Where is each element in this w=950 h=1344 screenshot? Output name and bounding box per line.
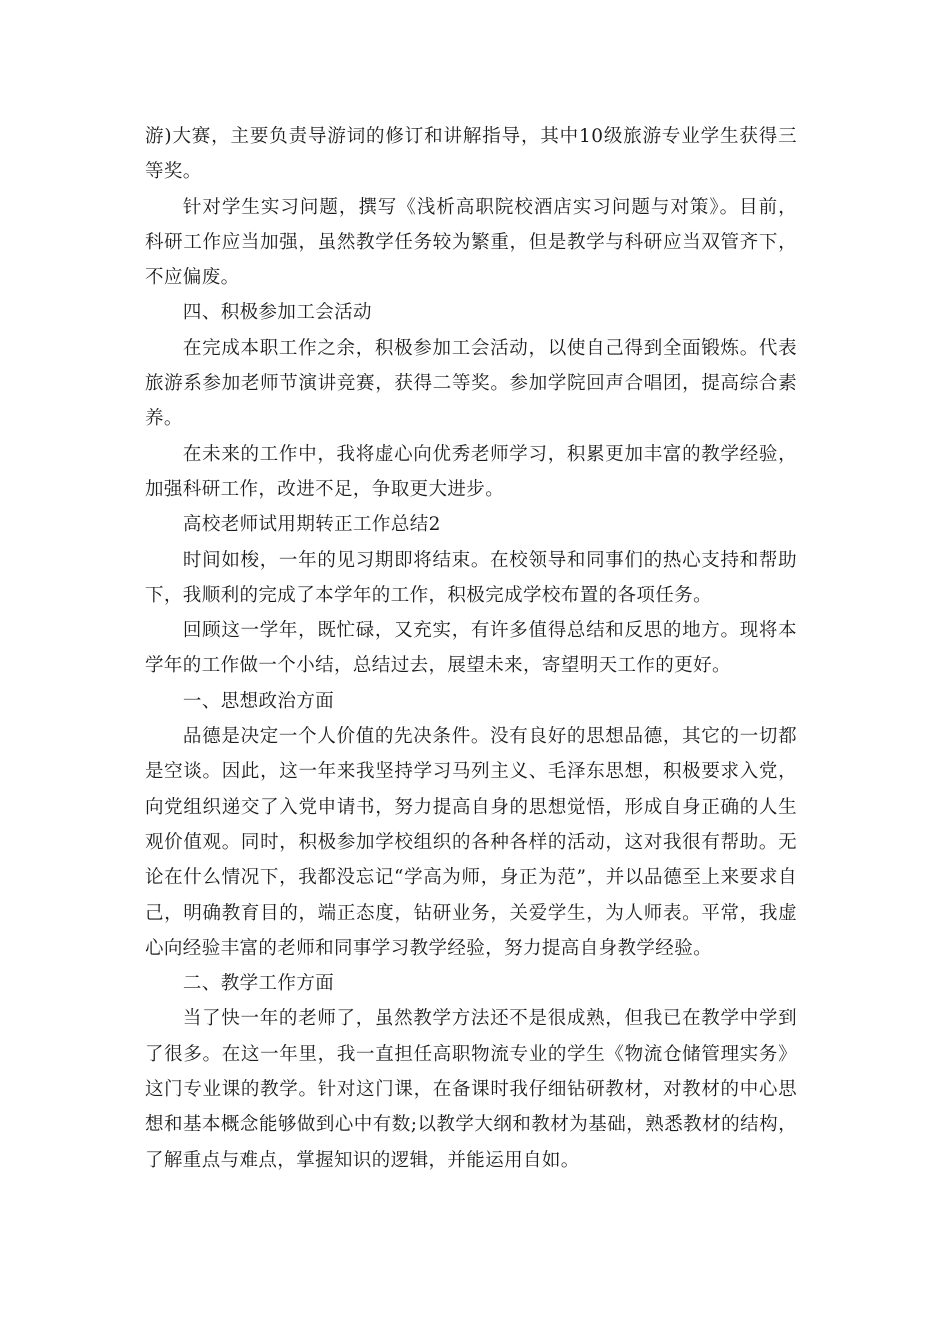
paragraph-intro: 时间如梭，一年的见习期即将结束。在校领导和同事们的热心支持和帮助下，我顺利的完成了本学年的工作，积极完成学校布置的各项任务。 [145,549,797,606]
paragraph-review: 回顾这一学年，既忙碌，又充实，有许多值得总结和反思的地方。现将本学年的工作做一个小结，总结过去，展望未来，寄望明天工作的更好。 [145,620,797,677]
section-heading-union: 四、积极参加工会活动 [182,302,372,324]
paragraph-teaching: 当了快一年的老师了，虽然教学方法还不是很成熟，但我已在教学中学到了很多。在这一年里，我一直担任高职物流专业的学生《物流仓储管理实务》这门专业课的教学。针对这门课，在备课时我仔细钻研教材，对教材的中心思想和基本概念能够做到心中有数;以教学大纲和教材为基础，熟悉教材的结构，了解重点与难点，掌握知识的逻辑，并能运用自如。 [145,1008,797,1171]
paragraph-research: 针对学生实习问题，撰写《浅析高职院校酒店实习问题与对策》。目前，科研工作应当加强，虽然教学任务较为繁重，但是教学与科研应当双管齐下，不应偏废。 [145,196,797,289]
paragraph-politics: 品德是决定一个人价值的先决条件。没有良好的思想品德，其它的一切都是空谈。因此，这一年来我坚持学习马列主义、毛泽东思想，积极要求入党，向党组织递交了入党申请书，努力提高自身的思想觉悟，形成自身正确的人生观价值观。同时，积极参加学校组织的各种各样的活动，这对我很有帮助。无论在什么情况下，我都没忘记“学高为师，身正为范”，并以品德至上来要求自己，明确教育目的，端正态度，钻研业务，关爱学生，为人师表。平常，我虚心向经验丰富的老师和同事学习教学经验，努力提高自身教学经验。 [145,726,797,959]
section-heading-politics: 一、思想政治方面 [182,690,335,712]
paragraph-continuation: 游)大赛，主要负责导游词的修订和讲解指导，其中10级旅游专业学生获得三等奖。 [145,126,797,183]
paragraph-future: 在未来的工作中，我将虚心向优秀老师学习，积累更加丰富的教学经验，加强科研工作，改进不足，争取更大进步。 [145,443,797,500]
document-title-2: 高校老师试用期转正工作总结2 [182,514,441,536]
document-page [145,119,797,1178]
section-heading-teaching: 二、教学工作方面 [182,973,335,995]
paragraph-union-activities: 在完成本职工作之余，积极参加工会活动，以使自己得到全面锻炼。代表旅游系参加老师节演讲竞赛，获得二等奖。参加学院回声合唱团，提高综合素养。 [145,337,797,430]
